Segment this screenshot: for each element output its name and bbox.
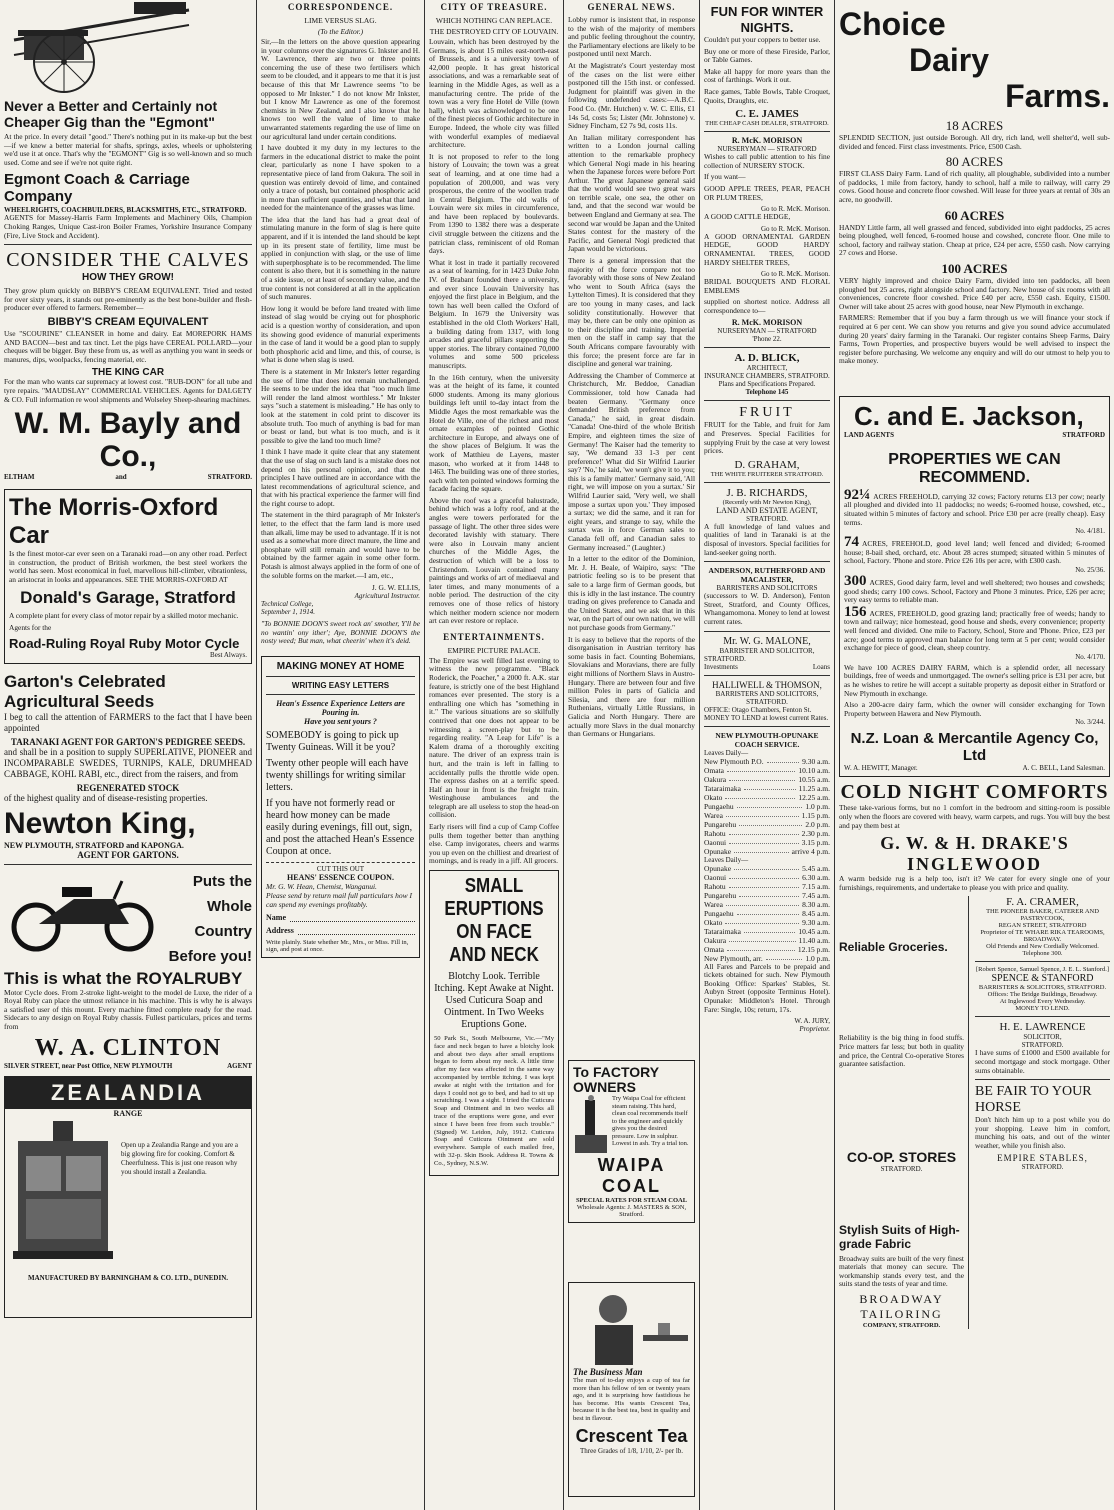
signature-title: Agricultural Instructor.: [354, 592, 420, 601]
timetable-row: Pungarehu 7.45 a.m.: [704, 890, 830, 900]
calves-body: They grow plum quickly on BIBBY'S CREAM EQUIVALENT. Tried and tested for over sixty years, it stands out pre-eminently as the best bone-builder and flesh-producer ever offered to farmers. Remember—: [4, 286, 252, 313]
acres-heading: 18 ACRES: [945, 118, 1004, 133]
empire-stables: EMPIRE STABLES,: [997, 1153, 1088, 1164]
morison-item: GOOD APPLE TREES, PEAR, PEACH OR PLUM TREES,: [704, 183, 830, 202]
lawrence-name: H. E. LAWRENCE: [999, 1021, 1086, 1034]
spence-money: MONEY TO LEND.: [1015, 1005, 1070, 1013]
blick-role: ARCHITECT,: [746, 364, 788, 373]
news-paragraph: At the Magistrate's Court yesterday most of the cases on the list were either postponed till the 15th inst. or confessed. Judgment for plaintiff was given in the following undefended cases:—A.B.C. Food Co. (Mr. Hutchen) v. W. C. Ellis, £1 14s 5d, costs 5s; Lister (Mr. Johnstone) v. Sidney Fincham, £2 7s 9d, costs 11s.: [568, 60, 695, 131]
money-title: MAKING MONEY AT HOME: [276, 661, 405, 672]
fun-winter-advert: [704, 4, 830, 127]
richards-advert: [704, 487, 830, 557]
garton-headline: Garton's Celebrated Agricultural Seeds: [4, 671, 166, 711]
listing-text: ACRES, FREEHOLD, good grazing land; practically free of weeds; handy to town and railway; nice homestead, good house and sheds, every convenience; property well fenced and divided. One mile to Factory, School, Store and 'Phone. Price, £23 per acre; good terms to approved man balance for long term at 5 per cent; would consider exchange for piece of good, clean, sheep country.: [844, 608, 1105, 653]
spence-office: Offices: The Bridge Buildings, Broadway.: [987, 991, 1098, 999]
morison-goto: Go to R. McK. Morison.: [760, 270, 830, 279]
factory-title: To FACTORY OWNERS: [573, 1064, 659, 1095]
listing-acres: 300: [844, 573, 867, 590]
timetable-row: Pungarehu 2.0 p.m.: [704, 819, 830, 829]
listing-text: ACRES, Good dairy farm, level and well sheltered; two houses and cowsheds; good sheds; carry 100 cows. School, Factory and Phone 3 minutes. Price, £26 per acre; very easy terms to reliable man.: [844, 578, 1105, 605]
fruit-body: FRUIT for the Table, and fruit for Jam and Preserves. Special Facilities for supplying Fruit by the case at very lowest prices.: [704, 420, 830, 456]
timetable-row: Opunake 5.45 a.m.: [704, 863, 830, 873]
dairy-word: Dairy: [909, 42, 990, 78]
listing-text: Also a 200-acre dairy farm, which the owner will consider exchanging for Town Property between Hawera and New Plymouth.: [844, 700, 1105, 718]
halliwell-role: BARRISTERS AND SOLICITORS, STRATFORD.: [715, 689, 819, 706]
agents-for: Agents for the: [9, 623, 52, 633]
acres-heading: 80 ACRES: [945, 154, 1004, 170]
cramer-tel: Telephone 300.: [1022, 950, 1063, 958]
royalruby-body: Motor Cycle does. From 2-stroke light-weight to the model de Luxe, the rider of a Royal Ruby can place the utmost reliance in his machine. This is why he is always a satisfied user of this mount. Every machine fitted complete ready for the road. Sidecars to any design on Royal Ruby chassis. Fullest particulars, prices and terms from: [4, 987, 252, 1032]
listing-acres: 74: [844, 534, 859, 551]
range-stove-illustration: [8, 1121, 118, 1271]
blick-tel: Telephone 145: [745, 388, 789, 397]
lawrence-place: STRATFORD.: [1021, 1041, 1064, 1050]
royalruby-side: Puts the Whole Country Before you!: [168, 872, 252, 965]
eruptions-advert: [429, 870, 559, 1176]
graham-firm: D. GRAHAM,: [734, 458, 800, 471]
choice-dairy-advert: [839, 6, 1110, 366]
letter-paragraph: Sir,—In the letters on the above question appearing in your columns over the signatures G. Inkster and H. W. Lawrence, there are two or three points concerning the use of these two fertilisers which seem to be clouded, and it appears to me that it is just because of this that Mr Lawrence seems "to be opposed to Mr Inkster." I do not know Mr Inkster, but I know Mr Lawrence as one of the foremost chemists in New Zealand, and I also know that he knows too well the value of lime to make unwarranted statements regarding the use of lime on our agricultural land under certain conditions.: [261, 37, 420, 141]
royalruby-advert: [4, 869, 252, 1070]
newton-king: Newton King,: [4, 806, 196, 840]
morison-item: A GOOD ORNAMENTAL GARDEN HEDGE, GOOD HARDY ORNAMENTAL TREES, GOOD HARDY SHELTER TREES,: [704, 231, 830, 267]
morison-phone: 'Phone 22.: [752, 335, 782, 344]
egmont-advert: [4, 0, 252, 240]
treasure-paragraph: In the 16th century, when the university was at the height of its fame, it counted 6000 students. Among its many glorious buildings left until to-day intact from the Middle Ages the most remarkable was the Hotel de Ville, one of the richest and most ornate examples of pointed Gothic architecture in Europe, and always one of the show places of Belgium. It was the work of Matthieu de Layens, master mason, who worked at it from 1448 to 1463. The building was one of three stories, each with ten pointed windows forming the facade facing the square.: [429, 372, 559, 494]
cramer-line: THE PIONEER BAKER, CATERER AND PASTRYCOOK,: [986, 908, 1099, 923]
malone-advert: [704, 636, 830, 671]
timetable-row: Omata 10.10 a.m.: [704, 765, 830, 775]
timetable-row: Opunake arrive 4 p.m.: [704, 846, 830, 856]
news-paragraph: In a letter to the editor of the Dominion, Mr. J. H. Beale, of Waipiro, says: "The patriotic feeling so is to be present that sale to a large firm of German goods, but this is idly in the last instance. The country trading on gives preference to Canada and the United States, and we ask that in this war, on the part of our own nation, we will not purchase goods from Germany.": [568, 554, 695, 632]
eruptions-body: 50 Park St., South Melbourne, Vic.—"My face and neck began to have a blotchy look and about two days after small eruptions began to form about my neck. A little time after my face was affected in the same way accompanied by terrible itching. I was kept awake at night with the irritation and for days I could not go to bed, and had to sit up scratching. I was a sight. I tried the Cuticura Soap and Ointment and in two weeks all trace of the eruptions were gone, and ever since I have been free from such trouble." (Signed) W. Leidon, July, 1912. Cuticura Soap and Cuticura Ointment are sold everywhere. Sample of each mailed free, with 32-p. Skin Book. Address R. Towns & Co., Sydney, N.S.W.: [434, 1035, 554, 1167]
anderson-advert: [704, 566, 830, 626]
drake-place: INGLEWOOD: [906, 854, 1043, 875]
malone-place: STRATFORD.: [704, 654, 746, 663]
garton-p1: I beg to call the attention of FARMERS to the fact that I have been appointed: [4, 711, 252, 733]
cramer-line: Old Friends and New Cordially Welcomed.: [986, 943, 1099, 951]
halliwell-money: MONEY TO LEND at lowest current Rates.: [704, 713, 829, 722]
newton-places: NEW PLYMOUTH, STRATFORD and KAPONGA.: [4, 840, 184, 850]
jackson-title: C. and E. Jackson,: [854, 400, 1084, 431]
coach-timetable-outbound: [704, 757, 830, 856]
motorcycle-illustration: [4, 869, 164, 954]
money-p1: SOMEBODY is going to pick up Twenty Guineas. Will it be you?: [266, 730, 399, 753]
garage-repair: A complete plant for every class of motor repair by a skilled motor mechanic.: [9, 611, 239, 621]
cut-this-out: CUT THIS OUT: [266, 862, 415, 873]
treasure-heading: CITY OF TREASURE.: [440, 2, 548, 12]
letter-paragraph: The idea that the land has had a great deal of stimulating manure in the form of slag is here quite apparent, and if it is intended the land should be kept up in its present state of fertility, lime must be applied in conjunction with slag, or the use of lime with superphosphate is to be recommended. The lime content is also there, but it is something in the nature of a side issue, or at least of secondary value, and the true content is not considered at all in the application of such manures.: [261, 214, 420, 302]
fun-l1: Couldn't put your coppers to better use.: [704, 35, 821, 44]
calves-headline: CONSIDER THE CALVES: [6, 249, 250, 272]
timetable-row: Tataraimaka 11.25 a.m.: [704, 783, 830, 793]
timetable-row: Pungaehu 8.45 a.m.: [704, 908, 830, 918]
timetable-row: New Plymouth, arr. 1.0 p.m.: [704, 953, 830, 963]
timetable-row: Pungaehu 1.0 p.m.: [704, 801, 830, 811]
treasure-sub-2: THE DESTROYED CITY OF LOUVAIN.: [429, 27, 559, 36]
listing-ref: No. 3/244.: [1075, 718, 1105, 727]
timetable-row: Oakura 10.55 a.m.: [704, 774, 830, 784]
graham-sub: THE WHITE FRUITERER STRATFORD.: [710, 470, 824, 478]
farmers-note: FARMERS: Remember that if you buy a farm through us we will finance your stock if required at 6 per cent. We can show you returns and give you sound advice accumulated during 20 years' dairy farming in the Taranaki. Our register contains Sheep Farms, Dairy Farms, Town Properties, and prospective buyers would be well advised to inspect the register before purchasing. We welcome any enquiry and will do our utmost to help you to make money.: [839, 313, 1110, 366]
zealandia-title: ZEALANDIA: [5, 1077, 251, 1109]
coach-footer: All Fares and Parcels to be prepaid and tickets obtained for such. New Plymouth Booking Office: Sparkes' Stables, St. Aubyn Street (opposite Terminus Hotel). Opunake: Middleton's Hotel. Through Fare: Single, 10s; return, 17s.: [704, 961, 830, 1014]
bonnie-doon-verse: "To BONNIE DOON'S sweet rock an' smother, Y'll be no wantin' ony ither'; Aye, BONNIE DOON'S the nosty weed; But man, what cheerin' when it's deid.: [261, 619, 420, 646]
broadway-firm-2: COMPANY, STRATFORD.: [862, 1322, 941, 1330]
drake-firm: G. W. & H. DRAKE'S: [880, 833, 1069, 854]
timetable-row: Okato 9.30 a.m.: [704, 917, 830, 927]
general-news-column: [564, 0, 699, 1510]
advert-column-1: [0, 0, 256, 1510]
eruptions-lead: Blotchy Look. Terrible Itching. Kept Awake at Night. Used Cuticura Soap and Ointment. In Two Weeks Eruptions Gone.: [434, 971, 554, 1031]
horse-body: Don't hitch him up to a post while you do your shopping. Leave him in comfort, munching his oats, and out of the winter weather, while you finish also.: [975, 1115, 1110, 1150]
treasure-paragraph: Above the roof was a graceful balustrade, behind which was a lofty roof, and at the angles were towers perforated for the passage of light. The other three sides were decorated lavishly with statuary. There were also in Louvain many ancient churches of the Middle Ages, the destruction of which will be a loss to Christendom. Louvain contained many paintings and works of art of mediaeval and later times, and many monuments of a noble period. The destruction of the city removes one of those relics of history which neither modern science nor modern art can ever restore or replace.: [429, 495, 559, 626]
egmont-agents: AGENTS for Massey-Harris Farm Implements and Machinery Oils, Champion Choking Ranges, Unique Cast-iron Boiler Frames, Yorkshire Insurance Company (Fire, Live Stock and Accident).: [4, 213, 252, 240]
fun-title: FUN FOR WINTER NIGHTS.: [710, 4, 824, 35]
listing-ref: No. 25/36.: [1075, 566, 1105, 575]
timetable-row: Warea 8.30 a.m.: [704, 899, 830, 909]
morison-goto: Go to R. McK. Morison.: [760, 224, 830, 233]
empire-place: STRATFORD.: [1021, 1163, 1064, 1172]
business-man-caption: The Business Man: [573, 1367, 643, 1377]
halliwell-office: OFFICE: Otago Chambers, Fenton St.: [704, 705, 812, 714]
letter-paragraph: I think I have made it quite clear that any statement that the use of slag on such land is a mistake does not depend on his personal opinion, and that the principles I have outlined are in accordance with the latest recommendations of agricultural science, and that with his practical experience the farmer will find the right course to adopt.: [261, 447, 420, 508]
waipa-coal: WAIPA COAL: [597, 1155, 666, 1196]
malone-row: Investments Loans: [704, 662, 830, 671]
coach-leaves: Leaves Daily—: [704, 855, 749, 864]
properties-heading: PROPERTIES WE CAN RECOMMEND.: [888, 450, 1061, 486]
cramer-name: F. A. CRAMER,: [1006, 896, 1079, 909]
news-paragraph: Lobby rumor is insistent that, in response to the wish of the majority of members and public feeling throughout the country, the Parliamentary elections are likely to be postponed until next March.: [568, 15, 695, 59]
timetable-row: Oaonui 6.30 a.m.: [704, 872, 830, 882]
property-listing: [844, 701, 1105, 726]
best-always: Best Always.: [210, 650, 247, 659]
city-of-treasure-column: [425, 0, 563, 1510]
morison-item: BRIDAL BOUQUETS AND FLORAL EMBLEMS: [704, 277, 830, 295]
listing-text: ACRES, FREEHOLD, good level land; well fenced and divided; 6-roomed house; 8-bail shed, orchard, etc. About 28 acres stumped; situated within 5 minutes of school, Factory. 'Phone and store. Price £26 10s per acre, with £300 cash.: [844, 539, 1105, 566]
zealandia-makers: MANUFACTURED BY BARNINGHAM & CO. LTD., DUNEDIN.: [27, 1273, 229, 1282]
fruit-advert: [704, 405, 830, 477]
coop-place: STRATFORD.: [880, 1164, 923, 1173]
jackson-advert: [839, 396, 1110, 777]
property-listing: [844, 573, 1105, 605]
nz-loan-row: W. A. HEWITT, Manager. A. C. BELL, Land Salesman.: [844, 764, 1105, 773]
timetable-row: Omata 12.15 p.m.: [704, 944, 830, 954]
timetable-row: New Plymouth P.O. 9.30 a.m.: [704, 756, 830, 766]
spence-firm: SPENCE & STANFORD: [991, 973, 1094, 985]
crescent-grades: Three Grades of 1/8, 1/10, 2/- per lb.: [579, 1446, 684, 1455]
coupon-address-field[interactable]: [298, 926, 415, 935]
jackson-listings: [844, 486, 1105, 727]
eruptions-headline: SMALL ERUPTIONS ON FACE AND NECK: [444, 875, 544, 967]
zealandia-copy: Open up a Zealandia Range and you are a big glowing fire for cooking. Comfort & Cheerfulness. This is just one reason why you should install a Zealandia.: [121, 1140, 239, 1176]
morison-goto: Go to R. McK. Morison.: [760, 205, 830, 214]
newton-agent: AGENT FOR GARTONS.: [77, 849, 179, 860]
halliwell-advert: [704, 680, 830, 722]
spence-names: [Robert Spence, Samuel Spence, J. E. L. Stanford.]: [975, 966, 1110, 974]
calves-product: BIBBY'S CREAM EQUIVALENT: [47, 315, 209, 328]
timetable-row: Warea 1.15 p.m.: [704, 810, 830, 820]
groceries-body: Reliability is the big thing in food stuffs. Price matters far less; but both in quality and price, the Central Co-operative Stores guarantee satisfaction.: [839, 1033, 964, 1069]
listing-text: We have 100 ACRES DAIRY FARM, which is a splendid order, all necessary buildings, free of weeds and unmortgaged. The owner's selling price is £31 per acre, but as he wishes to retire he will accept a suitable property as deposit either in Stratford or New Plymouth in exchange.: [844, 662, 1105, 698]
gig-illustration: [4, 0, 194, 96]
bayly-locations: ELTHAM and STRATFORD.: [4, 473, 252, 482]
property-listing: [844, 534, 1105, 575]
malone-name: Mr. W. G. MALONE,: [723, 635, 811, 647]
morison-name: R. McK. MORISON: [731, 136, 803, 146]
business-man-illustration: [573, 1287, 695, 1367]
spence-role: BARRISTERS & SOLICITORS, STRATFORD.: [978, 984, 1107, 992]
comforts-title: COLD NIGHT COMFORTS: [840, 781, 1109, 804]
broadway-firm: BROADWAY TAILORING: [859, 1292, 944, 1322]
signature-date: September 1, 1914.: [261, 608, 316, 617]
king-car-body: For the man who wants car supremacy at lowest cost. "RUB-DON" for all tube and tyre repairs. "MAUDSLAY" COMMERCIAL VEHICLES. Agents for DALGETY & CO. Full information re wool shipments and Wolseley Sheep-shearing machines.: [4, 377, 252, 404]
news-paragraph: It is easy to believe that the reports of the disorganisation in Austrian territory has some basis in fact. Counting Bohemians, Slovakians and Moravians, there are fully eight millions of Northern Slavs in Austro-Hungary. There are between four and five million Poles in parts of Galicia and Silesia, and there are four million Ruthenians, virtually Little Russians, in Galicia and North Hungary. There are actually more Slavs in the dual monarchy than Germans or Hungarians.: [568, 634, 695, 739]
king-car-heading: THE KING CAR: [91, 367, 165, 379]
egmont-headline: Never a Better and Certainly not Cheaper Gig than the "Egmont": [4, 98, 218, 130]
coach-proprietor-title: Proprietor.: [799, 1025, 830, 1034]
spence-ing: At Inglewood Every Wednesday.: [999, 998, 1086, 1006]
crescent-tea-advert: [568, 1282, 695, 1497]
malone-role: BARRISTER AND SOLICITOR,: [719, 646, 815, 655]
money-p3: If you have not formerly read or heard how money can be made easily during evenings, fill out, sign, and post the attached Hean's Essence Coupon at once.: [266, 798, 415, 857]
morison-body: Wishes to call public attention to his fine collection of NURSERY STOCK.: [704, 152, 830, 170]
factory-special: SPECIAL RATES FOR STEAM COAL: [575, 1197, 688, 1204]
coach-title: NEW PLYMOUTH-OPUNAKE COACH SERVICE.: [715, 730, 819, 749]
acres-heading: 60 ACRES: [944, 207, 1005, 223]
entertainment-paragraph: Early risers will find a cup of Camp Coffee pulls them together better than anything else. Camp invigorates, cheers and warms you up even on the chilliest and dreariest of mornings, and is ready in a jiff. All grocers.: [429, 822, 559, 866]
nz-loan-company: N.Z. Loan & Mercantile Agency Co, Ltd: [850, 730, 1099, 765]
blick-plans: Plans and Specifications Prepared.: [718, 380, 816, 389]
blick-advert: [704, 352, 830, 396]
garton-p3: and shall be in a position to supply SUPERLATIVE, PIONEER and INCOMPARABLE SWEDES, TURNIPS, KALE, DRUMHEAD CABBAGE, KOHL RABI, etc., direct from the raisers, and from: [4, 746, 252, 779]
coupon-title: HEANS' ESSENCE COUPON.: [287, 873, 394, 882]
listing-text: HANDY Little farm, all well grassed and fenced, subdivided into eight paddocks, 25 acres being ploughed, well fenced, 6-roomed house and cowshed, concrete floor. One mile to school, factory and railway station. Cheap at price, £24 per acre, £550 cash. Now carrying 27 cows and Horse.: [839, 222, 1110, 258]
letter-paragraph: The statement in the third paragraph of Mr Inkster's letter, to the effect that the farm land is more used than alkali, lime may be used to advantage. If it is not used as a somewhat more direct manure, the lime and phosphate will still remain and would have to be obtained by the farmer again in some other form. Potash is almost always applied in the form of one of the soluble forms on the market.—I am, etc.,: [261, 510, 420, 580]
timetable-row: Rahotu 2.30 p.m.: [704, 828, 830, 838]
zealandia-advert: [4, 1076, 252, 1318]
cramer-line: REGAN STREET, STRATFORD: [998, 922, 1087, 930]
news-paragraph: An Italian military correspondent has written to a London journal calling attention to the remarkable prophecy which General Nogi made in his hearing when the Japanese forces were before Port Arthur. The great Japanese general said that the world would see two great wars on terrible scale, one sea, the other on land, and that the second war would be between England and Germany at sea. The second war would be Japan and the United States contest for the mastery of the Pacific, and General Nogi predicted that Japan would be victorious.: [568, 132, 695, 254]
anderson-role: BARRISTERS AND SOLICITORS: [716, 584, 818, 593]
correspondence-column: [257, 0, 424, 1510]
richards-place: STRATFORD.: [746, 514, 788, 523]
coupon-text: Please send by return mail full particulars how I can spend my evenings profitably.: [266, 891, 412, 909]
treasure-paragraph: Louvain, which has been destroyed by the Germans, is about 15 miles east-north-east of Brussels, and is a university town of 42,000 people. It has great historical associations, and was a remarkable seat of learning in the Middle Ages, as well as a manufacturing centre. The pride of the town was a very fine Hotel de Ville (town hall), which was acknowledged to be one of the finest pieces of Gothic architecture in Europe. Indeed, the whole city was filled with wonderful examples of mediaeval architecture.: [429, 37, 559, 150]
coach-proprietor: W. A. JURY,: [794, 1017, 830, 1026]
news-paragraph: There is a general impression that the majority of the force compare not too favorably with those sons of New Zealand who went to South Africa (says the Lyttelton Times). It is considered that they are too young in many cases, and lack solidity constitutionally. However that may be, there can be only one opinion as to their discipline and training. Imperial men on the staff in camp say that the South Africans compare favourably with this force; the present force are far in discipline and general war training.: [568, 256, 695, 369]
morris-headline: The Morris-Oxford Car: [9, 494, 219, 550]
morison-line-2: NURSERYMAN — STRATFORD: [717, 327, 817, 336]
coop-title: CO-OP. STORES: [846, 1148, 957, 1165]
signature-place: Technical College,: [261, 600, 314, 609]
zealandia-range: RANGE: [113, 1108, 143, 1118]
money-p2: Twenty other people will each have twenty shillings for writing similar letters.: [266, 758, 409, 793]
comforts-body: These take-various forms, but no 1 comfort in the bedroom and sitting-room is possible only when the floors are covered with heavy, warm carpets, and rugs. You will buy the best and pay them best at: [839, 803, 1110, 830]
property-listing: [844, 664, 1105, 698]
listing-text: VERY highly improved and choice Dairy Farm, divided into ten paddocks, all been ploughed but 25 acres, right alongside school and factory. New house of six rooms with all conveniences, concrete floor cowshed. Price £40 per acre, £550 cash. Equity, £1500. Owner will take about 25 acres with good house, near New Plymouth in exchange.: [839, 275, 1110, 311]
morris-advert: [4, 489, 252, 664]
coupon-address-row: Address: [266, 926, 415, 935]
richards-note: (Recently with Mr Newton King),: [722, 498, 812, 506]
garton-p5: of the highest quality and of disease-resisting properties.: [4, 792, 208, 803]
choice-word: Choice: [839, 6, 946, 42]
fruit-title: FRUIT: [739, 405, 795, 421]
comforts-foot: A warm bedside rug is a help too, isn't it? We cater for every single one of your furnishings, requirements, and undertake to please you with price and quality.: [839, 874, 1110, 892]
timetable-row: Okato 12.25 a.m.: [704, 792, 830, 802]
blick-name: A. D. BLICK,: [734, 352, 800, 365]
lawrence-role: SOLICITOR,: [1023, 1033, 1062, 1042]
coupon-name-row: Name: [266, 913, 415, 922]
timetable-row: Oakura 11.40 a.m.: [704, 935, 830, 945]
listing-ref: No. 4/170.: [1075, 652, 1105, 661]
general-news-heading: GENERAL NEWS.: [587, 2, 676, 12]
farms-word: Farms.: [1005, 78, 1110, 114]
morison-supplied: supplied on shortest notice. Address all correspondence to—: [704, 297, 830, 315]
col6-bottom-right: [969, 896, 1110, 1329]
royal-ruby-cycle: Road-Ruling Royal Ruby Motor Cycle: [9, 635, 240, 651]
clinton-address-row: SILVER STREET, near Post Office, NEW PLYMOUTH AGENT: [4, 1061, 252, 1070]
garton-advert: [4, 672, 252, 860]
anderson-name: ANDERSON, RUTHERFORD AND MACALISTER,: [708, 566, 826, 585]
correspondence-heading: CORRESPONDENCE.: [287, 2, 394, 12]
coach-timetable-return: [704, 864, 830, 963]
halliwell-name: HALLIWELL & THOMSON,: [712, 679, 822, 690]
listing-acres: 92¼: [844, 486, 871, 503]
morison-item: A GOOD CATTLE HEDGE,: [704, 212, 791, 222]
garage-name: Donald's Garage, Stratford: [20, 588, 236, 608]
groceries-title: Reliable Groceries.: [839, 940, 948, 955]
richards-role: LAND AND ESTATE AGENT,: [716, 505, 818, 515]
coupon-note: Write plainly. State whether Mr., Mrs., or Miss. Fill in, sign, and post at once.: [266, 939, 409, 953]
property-listing: [844, 486, 1105, 536]
signature: J. G. W. ELLIS,: [371, 583, 420, 593]
timetable-row: Rahotu 7.15 a.m.: [704, 881, 830, 891]
listing-ref: No. 4/181.: [1075, 527, 1105, 536]
coupon-name-field[interactable]: [290, 913, 415, 922]
timetable-row: Tataraimaka 10.45 a.m.: [704, 926, 830, 936]
money-sub: WRITING EASY LETTERS: [291, 681, 390, 690]
treasure-paragraph: What it lost in trade it partially recovered as a seat of learning, for in 1423 Duke John IV. of Brabant founded there a university, and ever since Louvain University has enjoyed the first place in Belgium, and the town has well been called the Oxford of Belgium. In 1679 the University was established in the old Cloth Workers' Hall, a building dating from 1317, with long arcades and graceful pillars supporting the upper stories. The library contained 70,000 volumes and some 500 priceless manuscripts.: [429, 257, 559, 370]
egmont-body: At the price. In every detail "good." There's nothing put in its make-up but the best—if we knew a better material for shafts, springs, axles, wheels or upholstering we'd use it at once. That's why the "EGMONT" Gig is so well-known and so much used. Come and see if we're not quite right.: [4, 132, 252, 167]
richards-body: A full knowledge of land values and qualities of land in Taranaki is at the disposal of investors. Special facilities for land-seeker going north.: [704, 521, 830, 557]
money-quote-1: Hean's Essence Experience Letters are Pouring in.: [276, 699, 405, 717]
fun-l2: Buy one or more of these Fireside, Parlor, or Table Games.: [704, 46, 830, 65]
factory-sellers: Wholesale Agents: J. MASTERS & SON, Stratford.: [576, 1204, 687, 1218]
col6-bottom-left: [839, 896, 969, 1329]
factory-chimney-illustration: [573, 1095, 609, 1155]
morison-name-2: R. McK. MORISON: [731, 318, 803, 328]
col6-bottom-split: [839, 896, 1110, 1329]
morris-body: Is the finest motor-car ever seen on a Taranaki road—on any other road. Perfect in construction, the product of British workmen, the best steel workers the world has seen. Most economical in fuel, marvellous hill-climber, vibrationless, an aristocrat in looks and appearances. SEE THE MORRIS-OXFORD AT: [9, 549, 247, 584]
coupon-to: Mr. G. W. Hean, Chemist, Wanganui.: [266, 882, 377, 891]
richards-name: J. B. RICHARDS,: [726, 486, 808, 499]
calves-advert: [4, 249, 252, 481]
local-adverts-column: [700, 0, 834, 1510]
morison-line: NURSERYMAN — STRATFORD: [717, 145, 817, 154]
money-quote-2: Have you sent yours ?: [304, 717, 377, 726]
jackson-row: LAND AGENTS STRATFORD: [844, 430, 1105, 439]
horse-title: BE FAIR TO YOUR HORSE: [975, 1084, 1092, 1116]
suits-body: Broadway suits are built of the very finest materials that money can secure. The workmanship stands every test, and the suits stand the tests of year and time.: [839, 1253, 964, 1289]
listing-text: ACRES FREEHOLD, carrying 32 cows; Factory returns £13 per cow; nearly all ploughed and divided into 11 paddocks; no weeds; 6-roomed house, cowshed, etc., situated within 5 minutes of factory and school. Price £30 per acre (really cheap). Easy terms.: [844, 491, 1105, 527]
treasure-paragraph: It is not proposed to refer to the long history of Louvain; the town was a great seat of learning, and at one time had a population of 200,000, and was very prosperous, the centre of the woollen trade in Central Belgium. The old walls of Louvain were six miles in circumference, and have been replaced by boulevards. From 1390 to 1382 there was a desperate civil struggle between the citizens and the patrician class, reminiscent of old Roman days.: [429, 151, 559, 256]
fun-l3: Make all happy for more years than the cost of farthings. Work it out.: [704, 66, 830, 85]
entertainment-paragraph: The Empire was well filled last evening to witness the new programme. "Black Roderick, the Poacher," a 2000 ft. A.K. star feature, is strictly one of the best Highland romances ever presented. The story is a enthralling one which has "something in it." The various situations are so skilfully contrived that one does not appear to be witnessing a screen-play but to be regarding reality. "A Leap for Life" is a Kalem drama of a thoroughly exciting nature. The driver of an express train is hurt, and the train is left in falling to accidentally pulls the throttle wide open. The express dashes on at a terrific speed. Half an hour in front is the freight train. Westinghouse ambulances and the telegraph are all useless to stop the head-on collision.: [429, 655, 559, 820]
cold-night-advert: [839, 781, 1110, 892]
morison-advert: [704, 136, 830, 343]
calves-body-2: Use "SCOURINE" CLEANSER in home and dairy. Eat MOREPORK HAMS AND BACON—best and tax tinct. Let the pigs have CEREAL POLLARD—your cheques will be bigger. Buy these from us, as well as anything you want in seeds or manures, dips, woolpacks, fencing material, etc.: [4, 328, 252, 364]
treasure-sub-1: WHICH NOTHING CAN REPLACE.: [435, 16, 553, 25]
property-listing: [844, 603, 1105, 661]
entertainments-heading: ENTERTAINMENTS.: [443, 631, 545, 642]
coach-leaves: Leaves Daily—: [704, 748, 749, 757]
suits-title: Stylish Suits of High-grade Fabric: [839, 1222, 960, 1251]
crescent-brand: Crescent Tea: [575, 1425, 688, 1446]
morison-if: If you want—: [704, 172, 746, 182]
egmont-company: Egmont Coach & Carriage Company: [4, 171, 190, 206]
blick-address: INSURANCE CHAMBERS, STRATFORD.: [704, 372, 830, 381]
letter-paragraph: There is a statement in Mr Inkster's letter regarding the use of lime that does not remain unchallenged. He seems to be under the idea that "too much lime will render the land almost worthless." Mr Inkster says "such a statement is misleading." He has only to look at the statement in cold print to discover its absolute truth. Too much of anything is bad for man or beast or land, but what is too much, and is it possible to give the land too much lime?: [261, 366, 420, 445]
cramer-line: Proprietor of TE WHARE RIKA TEAROOMS, BROADWAY.: [980, 929, 1105, 944]
crescent-body: The man of to-day enjoys a cup of tea far more than his fellow of ten or twenty years ago, and it is surprising how fastidious he has become. His wants Crescent Tea, because it is the best tea, best in quality and best in flavour.: [573, 1377, 690, 1422]
garton-p4: REGENERATED STOCK: [76, 782, 180, 793]
letter-paragraph: I have doubted it my duty in my lectures to the farmers in the educational district to make the point clear, particularly as none I have spoken to a representative piece of land from Oakura. The soil in question was entirely devoid of lime, and contained only a trace of potash, but contained phosphoric acid in more than sufficient quantities, and what that land needed for the maintenance of the grasses was lime.: [261, 143, 420, 213]
empire-sub: EMPIRE PICTURE PALACE.: [447, 645, 541, 655]
garton-p2: TARANAKI AGENT FOR GARTON'S PEDIGREE SEEDS.: [10, 736, 246, 747]
royalruby-headline: This is what the ROYALRUBY: [4, 968, 243, 988]
listing-text: FIRST CLASS Dairy Farm. Land of rich quality, all ploughable, subdivided into a number of paddocks, 1 mile from factory, handy to school, half a mile to railway, will carry 29 cows. Good house and concrete floor cowshed. Will lease for three years at rental of 30s an acre, no goodwill.: [839, 169, 1110, 204]
bayly-firm: W. M. Bayly and Co.,: [14, 407, 242, 474]
egmont-trades: WHEELRIGHTS, COACHBUILDERS, BLACKSMITHS, ETC., STRATFORD.: [4, 206, 247, 215]
acres-heading: 100 ACRES: [941, 260, 1008, 276]
factory-owners-advert: [568, 1060, 695, 1223]
money-at-home-advert: [261, 656, 420, 958]
james-firm: C. E. JAMES: [735, 108, 799, 121]
factory-body: Try Waipa Coal for efficient steam raising. This hard, clean coal recommends itself to the engineer and quickly gives you the desired pressure. Low in sulphur. Lowest in ash. Try a trial ton.: [612, 1095, 689, 1147]
land-agents-column: [835, 0, 1114, 1510]
news-paragraph: Addressing the Chamber of Commerce at Christchurch, Mr. Beddoe, Canadian Commissioner, told how Canada had beaten Germany. "Germany once demanded British preference from Canada," he said, in great disdain. "Canada! One-third of the whole British Empire, and eighteen times the size of Germany! The Kaiser had the temerity to say, 'We demand 33 1-3 per cent preference!' What did Sir Wilfrid Laurier say? 'No,' he said, 'we won't give it to you; this is a family matter.' Germany said, 'All right, we will impose on you a surtax.' Sir Wilfrid Laurier said, 'Very well, we shall impose a surtax upon you.' They imposed a surtax; we did the same, and it ran for eight years, and strange to say, while the surtax was in force German sales to Canada fell off, and Canadian sales to Germany increased." (Laughter.): [568, 370, 695, 552]
listing-text: SPLENDID SECTION, just outside Borough. All dry, rich land, well shelter'd, well sub-divided and fenced. First class investments. Price, £500 Cash.: [839, 133, 1110, 151]
letter-title: LIME VERSUS SLAG.: [304, 16, 377, 25]
letter-paragraph: How long it would be before land treated with lime instead of slag would be crying out for phosphoric acid is a question worthy of consideration, and upon its showing good evidence of manurial experiments in the case of land it would be a good plan to supply both phosphoric acid and lime, and this, of course, is what is done when slag is used.: [261, 303, 420, 365]
fun-l4: Race games, Table Bowls, Table Croquet, Quoits, Draughts, etc.: [704, 86, 830, 105]
lawrence-body: I have sums of £1000 and £500 available for second mortgage and stock mortgage. Other sums obtainable.: [975, 1048, 1110, 1075]
coach-service-advert: [704, 731, 830, 1034]
james-sub: THE CHEAP CASH DEALER, STRATFORD.: [705, 120, 829, 128]
clinton-firm: W. A. CLINTON: [34, 1034, 222, 1061]
listing-acres: 156: [844, 603, 867, 620]
to-editor: (To the Editor.): [317, 27, 364, 36]
calves-subhead: HOW THEY GROW!: [81, 272, 175, 284]
timetable-row: Oaonui 3.15 p.m.: [704, 837, 830, 847]
anderson-note: (successors to W. D. Anderson), Fenton Street, Stratford, and County Offices, Whangamomona. Money to lend at lowest current rates.: [704, 591, 830, 626]
